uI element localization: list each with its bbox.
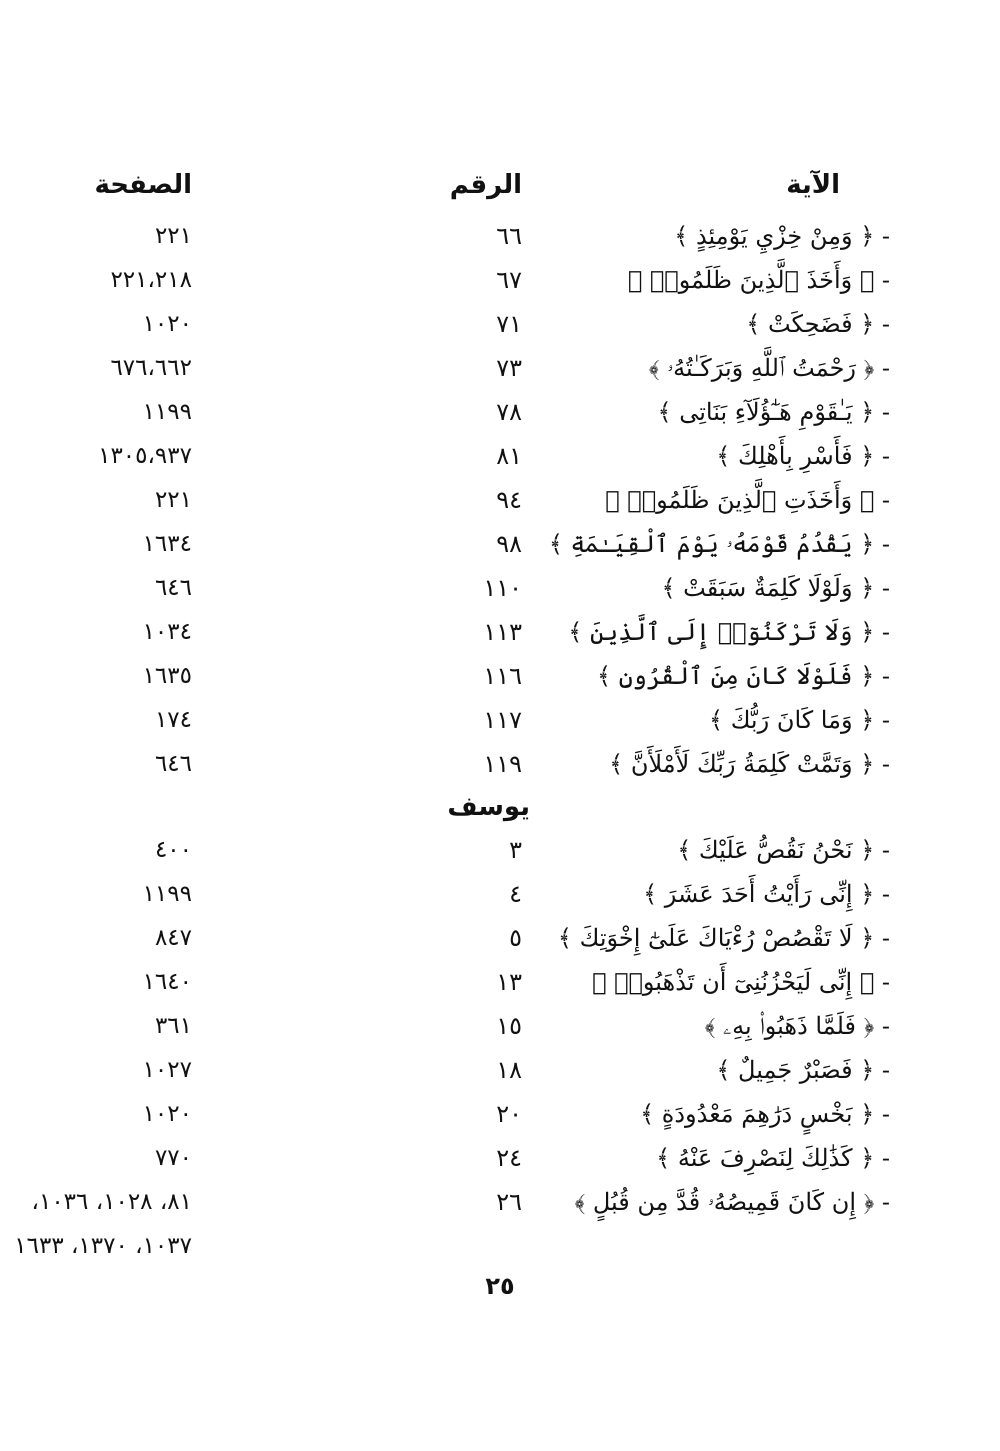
page-refs: ١٣٠٥،٩٣٧ <box>98 443 192 469</box>
verse-number: ٦٧ <box>496 266 522 294</box>
page-refs: ٦٤٦ <box>154 751 192 777</box>
table-row <box>0 1048 1000 1092</box>
verse-text: - ﴿ بَخْسٍ دَرَٰهِمَ مَعْدُودَةٍ ﴾ <box>640 1100 890 1128</box>
verse-number: ٩٨ <box>496 530 522 558</box>
verse-text: - ﴿ لَا تَقْصُصْ رُءْيَاكَ عَلَىٰٓ إِخْوَتِكَ ﴾ <box>557 924 890 952</box>
verse-text: - ﴿ وَمَا كَانَ رَبُّكَ ﴾ <box>709 706 890 734</box>
verse-number: ٤ <box>509 880 522 908</box>
verse-number: ١١٧ <box>483 706 522 734</box>
verse-text: - ﴿ رَحْمَتُ ٱللَّهِ وَبَرَكَـٰتُهُۥ ﴾ <box>648 354 890 382</box>
verse-text: - ﴿ إِن كَانَ قَمِيصُهُۥ قُدَّ مِن قُبُلٍ ﴾ <box>574 1188 890 1216</box>
table-row <box>0 610 1000 654</box>
table-row-continuation <box>0 1224 1000 1268</box>
table-row <box>0 1136 1000 1180</box>
page-refs: ٦٤٦ <box>154 575 192 601</box>
verse-text: - ﴿ يَقْدُمُ قَوْمَهُۥ يَوْمَ ٱلْقِيَـٰمَةِ ﴾ <box>548 530 890 558</box>
verse-text: - ﴿ وَلَا تَرْكَنُوٓا۟ إِلَى ٱلَّذِينَ ﴾ <box>568 618 890 646</box>
verse-number: ١١٠ <box>483 574 522 602</box>
table-row <box>0 258 1000 302</box>
page-refs: ٨٤٧ <box>154 925 192 951</box>
verse-text: - ﴿ فَلَوْلَا كَانَ مِنَ ٱلْقُرُونِ ﴾ <box>597 662 890 690</box>
verse-number: ١٣ <box>496 968 522 996</box>
table-row <box>0 1180 1000 1224</box>
table-row <box>0 214 1000 258</box>
table-row <box>0 960 1000 1004</box>
page-refs: ٢٢١ <box>154 487 192 513</box>
page-refs: ١٠٢٧ <box>142 1057 192 1083</box>
verse-text: - ﴿ يَـٰقَوْمِ هَـٰٓؤُلَآءِ بَنَاتِى ﴾ <box>657 398 890 426</box>
table-row <box>0 916 1000 960</box>
table-row <box>0 434 1000 478</box>
page-refs: ٣٦١ <box>154 1013 192 1039</box>
table-row <box>0 828 1000 872</box>
page-refs-continuation: ١٠٣٧، ١٣٧٠، ١٦٣٣ <box>14 1233 192 1259</box>
verse-text: - ﴿ إِنِّى لَيَحْزُنُنِىٓ أَن تَذْهَبُوا۟ ﴾ <box>592 968 890 996</box>
table-row <box>0 390 1000 434</box>
verse-text: - ﴿ فَصَبْرٌ جَمِيلٌ ﴾ <box>716 1056 890 1084</box>
verse-number: ٢٦ <box>496 1188 522 1216</box>
page-refs: ١٠٢٠ <box>142 1101 192 1127</box>
verse-text: - ﴿ وَمِنْ خِزْيِ يَوْمِئِذٍ ﴾ <box>674 222 890 250</box>
verse-number: ١١٣ <box>483 618 522 646</box>
page-refs: ٤٠٠ <box>154 837 192 863</box>
verse-number: ١١٦ <box>483 662 522 690</box>
verse-number: ٦٦ <box>496 222 522 250</box>
page-refs: ٢٢١،٢١٨ <box>110 267 192 293</box>
page-refs: ٦٧٦،٦٦٢ <box>110 355 192 381</box>
table-row <box>0 742 1000 786</box>
page-refs: ٨١، ١٠٢٨، ١٠٣٦، <box>31 1189 192 1215</box>
verse-number: ٨١ <box>496 442 522 470</box>
verse-text: - ﴿ وَلَوْلَا كَلِمَةٌ سَبَقَتْ ﴾ <box>661 574 890 602</box>
page-refs: ١٦٣٥ <box>142 663 192 689</box>
verse-number: ٢٤ <box>496 1144 522 1172</box>
verse-number: ٧٨ <box>496 398 522 426</box>
table-row <box>0 1004 1000 1048</box>
page-refs: ١٠٢٠ <box>142 311 192 337</box>
page-refs: ١١٩٩ <box>142 881 192 907</box>
verse-text: - ﴿ وَأَخَذَتِ ٱلَّذِينَ ظَلَمُوا۟ ﴾ <box>605 486 890 514</box>
verse-number: ١١٩ <box>483 750 522 778</box>
verse-number: ١٥ <box>496 1012 522 1040</box>
column-header-verse: الآية <box>786 170 840 200</box>
column-header-number: الرقم <box>449 170 522 200</box>
verse-number: ١٨ <box>496 1056 522 1084</box>
verse-text: - ﴿ كَذَٰلِكَ لِنَصْرِفَ عَنْهُ ﴾ <box>656 1144 890 1172</box>
page-refs: ١٧٤ <box>154 707 192 733</box>
page-refs: ١٦٣٤ <box>142 531 192 557</box>
table-row <box>0 654 1000 698</box>
table-row <box>0 302 1000 346</box>
table-row <box>0 566 1000 610</box>
verse-number: ٧٣ <box>496 354 522 382</box>
verse-text: - ﴿ نَحْنُ نَقُصُّ عَلَيْكَ ﴾ <box>677 836 890 864</box>
page-number: ٢٥ <box>485 1272 515 1300</box>
verse-number: ٥ <box>509 924 522 952</box>
page-refs: ١٦٤٠ <box>142 969 192 995</box>
verse-text: - ﴿ فَضَحِكَتْ ﴾ <box>746 310 890 338</box>
table-row <box>0 872 1000 916</box>
verse-text: - ﴿ وَتَمَّتْ كَلِمَةُ رَبِّكَ لَأَمْلَأَنَّ ﴾ <box>609 750 890 778</box>
verse-number: ٣ <box>509 836 522 864</box>
table-row <box>0 346 1000 390</box>
verse-text: - ﴿ إِنِّى رَأَيْتُ أَحَدَ عَشَرَ ﴾ <box>643 880 890 908</box>
table-row <box>0 1092 1000 1136</box>
page-refs: ١١٩٩ <box>142 399 192 425</box>
table-row <box>0 522 1000 566</box>
page-refs: ١٠٣٤ <box>142 619 192 645</box>
verse-number: ٢٠ <box>496 1100 522 1128</box>
page-refs: ٧٧٠ <box>154 1145 192 1171</box>
verse-text: - ﴿ فَلَمَّا ذَهَبُوا۟ بِهِۦ ﴾ <box>704 1012 890 1040</box>
verse-text: - ﴿ وَأَخَذَ ٱلَّذِينَ ظَلَمُوا۟ ﴾ <box>627 266 890 294</box>
page-refs: ٢٢١ <box>154 223 192 249</box>
table-row <box>0 698 1000 742</box>
column-header-page: الصفحة <box>94 170 192 200</box>
verse-number: ٩٤ <box>496 486 522 514</box>
verse-number: ٧١ <box>496 310 522 338</box>
verse-text: - ﴿ فَأَسْرِ بِأَهْلِكَ ﴾ <box>716 442 890 470</box>
table-row <box>0 478 1000 522</box>
sura-title: يوسف <box>447 792 530 822</box>
